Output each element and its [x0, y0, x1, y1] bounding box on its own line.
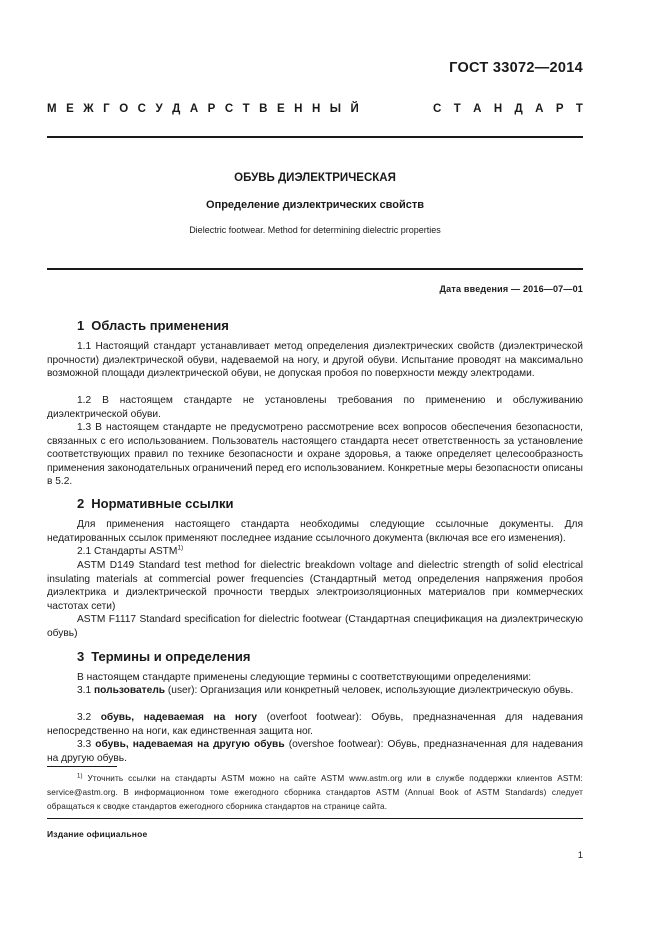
paragraph-3-intro: В настоящем стандарте применены следующие термины с соответствующими определениями: — [77, 672, 532, 683]
standard-label: С Т А Н Д А Р Т — [433, 103, 583, 115]
section-number: 2 — [77, 496, 85, 511]
document-english-title: Dielectric footwear. Method for determining dielectric properties — [189, 225, 441, 235]
header-divider — [47, 136, 583, 138]
interstate-label: М Е Ж Г О С У Д А Р С Т В Е Н Н Ы Й — [47, 103, 359, 115]
section-number: 3 — [77, 649, 85, 664]
footnote: $^{1)}$ Уточнить ссылки на стандарты ASTM можно на сайте ASTM www.astm.org или в службе поддержки клиентов ASTM: service@astm.org. В информационном томе ежегодного сборника стандартов ASTM (Annual Book of ASTM Standards) следует обращаться к сводке стандартов ежегодного сборника стандартов на странице сайта. — [47, 773, 583, 811]
term-name: обувь, надеваемая на другую обувь — [95, 739, 285, 750]
section-number: 1 — [77, 318, 85, 333]
reference-astm-d149: ASTM D149 Standard test method for dielectric breakdown voltage and dielectric strength of solid electrical insulating materials at commercial power frequencies (Стандартный метод определения напряжения пробоя диэлектрика и диэлектрической прочности твердых электроизоляционных материалов при коммерческих частотах сети) — [47, 560, 583, 612]
term-3-3: 3.3 обувь, надеваемая на другую обувь (overshoe footwear): Обувь, предназначенная для надевания на другую обувь. — [47, 739, 583, 764]
title-divider — [47, 268, 583, 270]
section-title: Область применения — [91, 318, 229, 333]
gost-number: ГОСТ 33072—2014 — [449, 60, 583, 76]
paragraph-2-intro: Для применения настоящего стандарта необходимы следующие ссылочные документы. Для недатированных ссылок применяют последнее издание ссылочного документа (включая все его изменения). — [47, 519, 583, 544]
page-number: 1 — [577, 850, 583, 861]
document-subtitle: Определение диэлектрических свойств — [206, 199, 424, 211]
interstate-standard-banner — [47, 103, 583, 119]
paragraph-1-3: 1.3 В настоящем стандарте не предусмотрено рассмотрение всех вопросов обеспечения безопасности, связанных с его использованием. Пользователь настоящего стандарта несет ответственность за установление соответствующих правил по технике безопасности и охране здоровья, а также определяет целесообразность применения законодательных ограничений перед его использованием. Конкретные меры безопасности описаны в 5.2. — [47, 422, 584, 488]
edition-label: Издание официальное — [47, 829, 148, 839]
section-title: Нормативные ссылки — [91, 496, 234, 511]
footnote-ref: 1) — [177, 544, 184, 552]
term-3-1: 3.1 пользователь (user): Организация или конкретный человек, использующие диэлектрическую обувь. — [77, 685, 574, 696]
section-title: Термины и определения — [91, 649, 251, 664]
paragraph-2-1: 2.1 Стандарты ASTM$^{1)}$ — [77, 544, 184, 557]
paragraph-1-1: 1.1 Настоящий стандарт устанавливает метод определения диэлектрических свойств (диэлектрической прочности) диэлектрической обуви, надеваемой на ногу, и другой обуви. Испытание проводят на максимально возможной площади диэлектрической обуви, не допуская пробоя по поверхности между электродами. — [47, 341, 583, 380]
section-2-heading — [77, 496, 233, 511]
footer-divider — [47, 818, 583, 819]
term-name: обувь, надеваемая на ногу — [100, 712, 258, 723]
introduction-date: Дата введения — 2016—07—01 — [439, 284, 583, 294]
document-title: ОБУВЬ ДИЭЛЕКТРИЧЕСКАЯ — [234, 172, 396, 184]
footnote-marker: 1) — [77, 773, 83, 780]
section-1-heading — [77, 318, 229, 333]
footnote-divider — [47, 766, 117, 767]
term-3-2: 3.2 обувь, надеваемая на ногу (overfoot footwear): Обувь, предназначенная для надевания непосредственно на ноги, как единственная защита ног. — [47, 712, 583, 737]
paragraph-1-2: 1.2 В настоящем стандарте не установлены требования по применению и обслуживанию диэлектрической обуви. — [47, 395, 583, 420]
section-3-heading — [77, 649, 251, 664]
reference-astm-f1117: ASTM F1117 Standard specification for dielectric footwear (Стандартная спецификация на диэлектрическую обувь) — [47, 614, 583, 639]
term-name: пользователь — [94, 685, 166, 696]
